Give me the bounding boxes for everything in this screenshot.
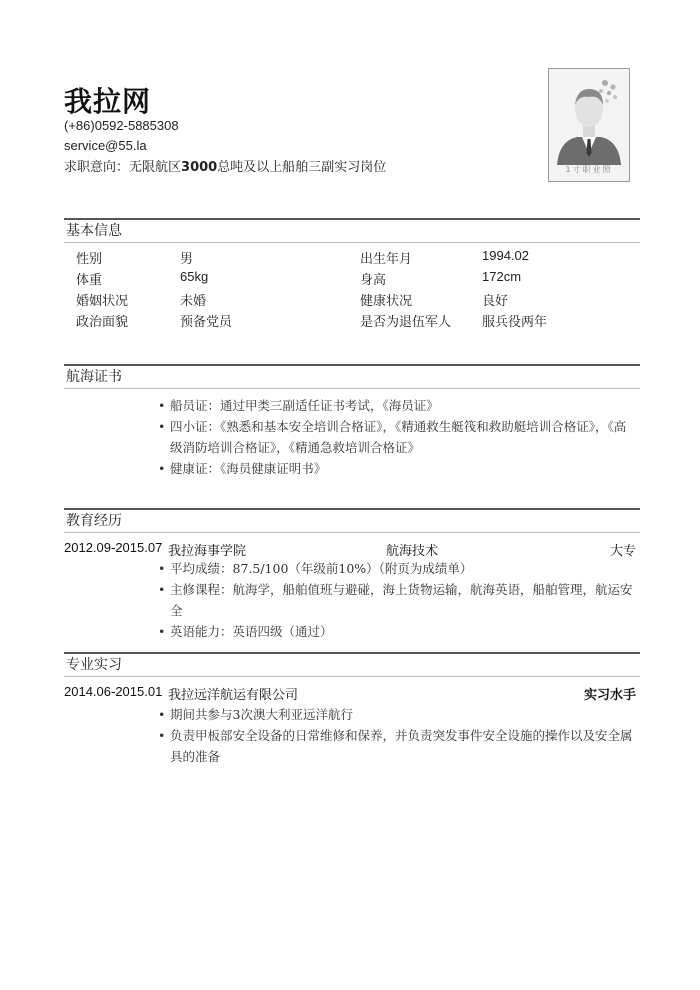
info-row [64, 311, 640, 332]
education-date: 2012.09-2015.07 [64, 540, 163, 555]
certificates-list [158, 395, 638, 479]
section-header [64, 218, 640, 243]
basic-info-grid [64, 248, 640, 332]
info-label: 身高 [360, 273, 387, 288]
candidate-name: 我拉网 [64, 85, 152, 118]
info-value: 服兵役两年 [482, 315, 548, 330]
section-title: 教育经历 [66, 513, 122, 529]
info-row [64, 269, 640, 290]
info-label: 婚姻状况 [76, 294, 129, 309]
info-label: 是否为退伍军人 [360, 315, 452, 330]
info-value: 男 [180, 252, 194, 267]
list-item: • 健康证：《海员健康证明书》 [158, 458, 638, 479]
info-value: 未婚 [180, 294, 207, 309]
internship-section [64, 652, 640, 772]
section-title: 航海证书 [66, 369, 122, 385]
education-entry [64, 540, 640, 560]
school-name: 我拉海事学院 [168, 544, 247, 559]
info-label: 健康状况 [360, 294, 413, 309]
photo-caption: 1寸职业照 [565, 165, 613, 174]
info-row [64, 290, 640, 311]
info-value: 172cm [482, 269, 522, 284]
education-details-list [158, 558, 638, 642]
job-intent [64, 156, 386, 175]
section-title: 基本信息 [66, 223, 122, 239]
education-section [64, 508, 640, 639]
section-header [64, 364, 640, 389]
list-item: • 期间共参与3次澳大利亚远洋航行 [158, 704, 638, 725]
job-intent-value-bold: 3000 [181, 160, 218, 175]
info-value: 良好 [482, 294, 509, 309]
job-intent-value-b: 总吨及以上船舶三副实习岗位 [217, 160, 387, 175]
info-row [64, 248, 640, 269]
section-title: 专业实习 [66, 657, 122, 673]
list-item: • 船员证：通过甲类三副适任证书考试，《海员证》 [158, 395, 638, 416]
internship-date: 2014.06-2015.01 [64, 684, 163, 699]
company-name: 我拉远洋航运有限公司 [168, 688, 299, 703]
list-item: • 平均成绩：87.5/100（年级前10%）（附页为成绩单） [158, 558, 638, 579]
job-role: 实习水手 [583, 688, 636, 703]
job-intent-label: 求职意向： [64, 160, 130, 175]
info-label: 性别 [76, 252, 103, 267]
phone-number: (+86)0592-5885308 [64, 118, 179, 133]
info-label: 政治面貌 [76, 315, 129, 330]
info-label: 体重 [76, 273, 103, 288]
section-header [64, 508, 640, 533]
list-item: • 负责甲板部安全设备的日常维修和保养，并负责突发事件安全设施的操作以及安全属具的准备 [158, 725, 638, 767]
certificates-section [64, 364, 640, 484]
info-value: 预备党员 [180, 315, 233, 330]
list-item: • 四小证：《熟悉和基本安全培训合格证》，《精通救生艇筏和救助艇培训合格证》，《高级消防培训合格证》，《精通急救培训合格证》 [158, 416, 638, 458]
profile-photo [548, 68, 630, 182]
list-item: • 主修课程：航海学，船舶值班与避碰，海上货物运输，航海英语，船舶管理，航运安全 [158, 579, 638, 621]
job-intent-value-a: 无限航区 [129, 160, 182, 175]
major-name: 航海技术 [386, 544, 439, 559]
section-header [64, 652, 640, 677]
list-item: • 英语能力：英语四级（通过） [158, 621, 638, 642]
degree-level: 大专 [609, 544, 636, 559]
info-label: 出生年月 [360, 252, 413, 267]
internship-entry [64, 684, 640, 704]
basic-info-section [64, 218, 640, 338]
email-address: service@55.la [64, 138, 147, 153]
info-value: 65kg [180, 269, 209, 284]
info-value: 1994.02 [482, 248, 529, 263]
internship-details-list [158, 704, 638, 767]
